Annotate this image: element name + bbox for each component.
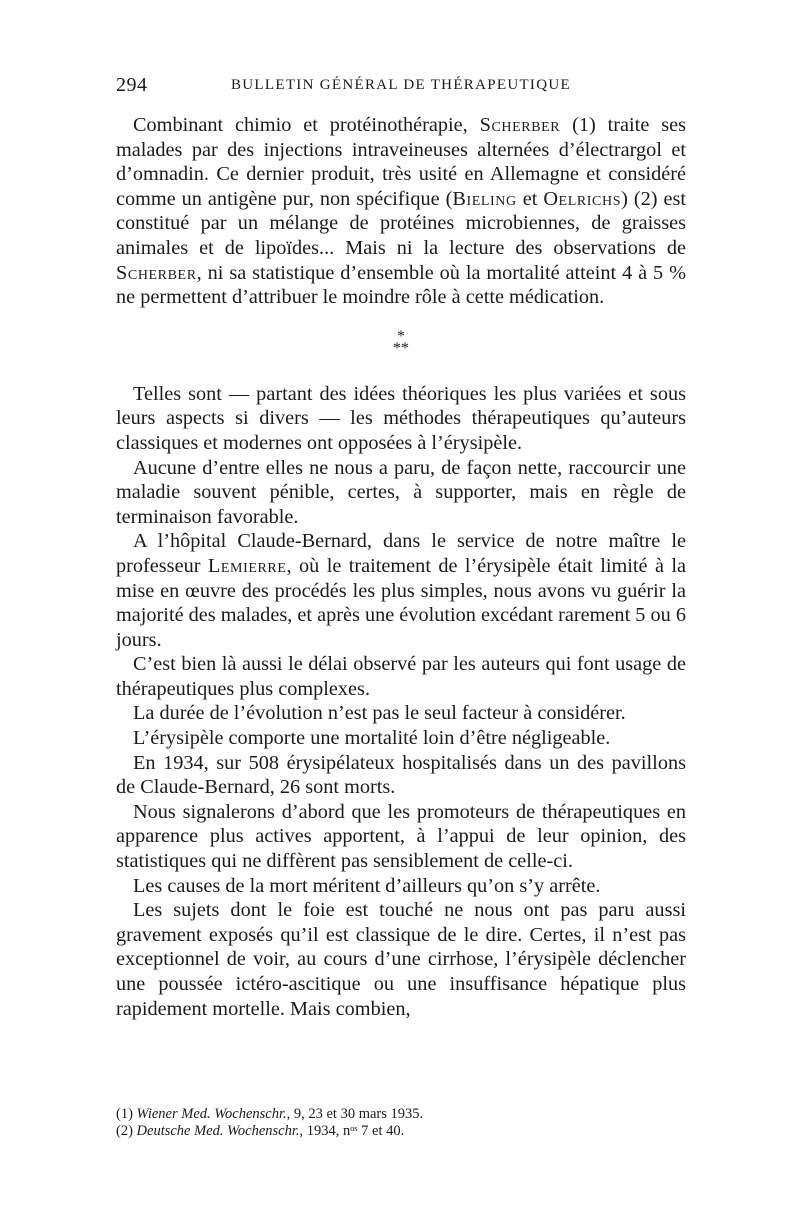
p1-text-i: , ni sa statistique d’ensemble où la mortalité atteint 4 à 5 % ne permettent d’attribuer le moindre rôle à cette médication.	[116, 261, 686, 309]
paragraph-3: Aucune d’entre elles ne nous a paru, de façon nette, raccourcir une maladie souvent pénible, certes, à supporter, mais en règle de terminaison favorable.	[116, 456, 686, 528]
paragraph-10: Les causes de la mort méritent d’ailleurs qu’on s’y arrête.	[133, 874, 601, 897]
paragraph-4	[116, 529, 686, 652]
footnote-number: (2)	[116, 1123, 137, 1139]
footnote-reference: , 1934, nᵒˢ 7 et 40.	[299, 1123, 405, 1139]
paragraph-7: L’érysipèle comporte une mortalité loin d’être négligeable.	[133, 727, 611, 750]
paragraph-2: Telles sont — partant des idées théoriques les plus variées et sous leurs aspects si divers — les méthodes thérapeutiques qu’auteurs classiques et modernes ont opposées à l’érysipèle.	[116, 382, 686, 454]
author-name: Scherber	[116, 261, 197, 284]
paragraph-5: C’est bien là aussi le délai observé par les auteurs qui font usage de thérapeutiques plus complexes.	[116, 653, 686, 700]
paragraph-1	[116, 113, 686, 310]
page-header	[116, 74, 686, 104]
author-name: Oelrichs	[543, 187, 622, 210]
p1-text-e: et	[516, 187, 544, 210]
footnotes	[116, 1106, 686, 1140]
author-name: Lemierre	[207, 554, 287, 577]
p1-text-a: Combinant chimio et protéinothérapie,	[133, 114, 480, 136]
p1-text-g: ) (2) est constitué par un mélange de protéines microbiennes, de graisses animales et de lipoïdes... Mais ni la lecture des observations de	[116, 187, 686, 259]
footnote-journal: Deutsche Med. Wochenschr.	[136, 1123, 300, 1139]
footnote-reference: , 9, 23 et 30 mars 1935.	[286, 1106, 424, 1122]
author-name: Scherber	[479, 114, 561, 136]
footnote-2	[116, 1123, 686, 1140]
footnote-1	[116, 1106, 686, 1123]
paragraph-9: Nous signalerons d’abord que les promoteurs de thérapeutiques en apparence plus actives apportent, à l’appui de leur opinion, des statistiques qui ne diffèrent pas sensiblement de celle-ci.	[116, 800, 686, 873]
page-number: 294	[116, 74, 148, 96]
running-title: BULLETIN GÉNÉRAL DE THÉRAPEUTIQUE	[231, 77, 571, 93]
p4-text-a: A l’hôpital Claude-Bernard, dans le service de notre maître le professeur	[116, 530, 686, 577]
p1-text-c: (1) traite ses malades par des injections intraveineuses alternées d’électrargol et d’omnadin. Ce dernier produit, très usité en Allemagne et considéré comme un antigène pur, non spécifique (	[116, 114, 686, 210]
asterism-top: *	[397, 327, 405, 345]
p4-text-c: , où le traitement de l’érysipèle était limité à la mise en œuvre des procédés les plus simples, nous avons vu guérir la majorité des malades, et après une évolution excédant rarement 5 ou 6 jours.	[116, 554, 687, 651]
paragraph-6: La durée de l’évolution n’est pas le seul facteur à considérer.	[133, 702, 626, 725]
body-text	[116, 113, 686, 1021]
section-asterism	[116, 310, 686, 382]
paragraph-11: Les sujets dont le foie est touché ne nous ont pas paru aussi gravement exposés qu’il est classique de le dire. Certes, il n’est pas exceptionnel de voir, au cours d’une cirrhose, l’érysipèle déclencher une poussée ictéro-ascitique ou une insuffisance hépatique plus rapidement mortelle. Mais combien,	[116, 899, 686, 1020]
footnote-journal: Wiener Med. Wochenschr.	[136, 1106, 287, 1122]
asterism-bottom: **	[393, 339, 409, 357]
footnote-number: (1)	[116, 1106, 137, 1122]
paragraph-8: En 1934, sur 508 érysipélateux hospitalisés dans un des pavillons de Claude-Bernard, 26 sont morts.	[116, 751, 686, 799]
author-name: Bieling	[452, 187, 517, 210]
